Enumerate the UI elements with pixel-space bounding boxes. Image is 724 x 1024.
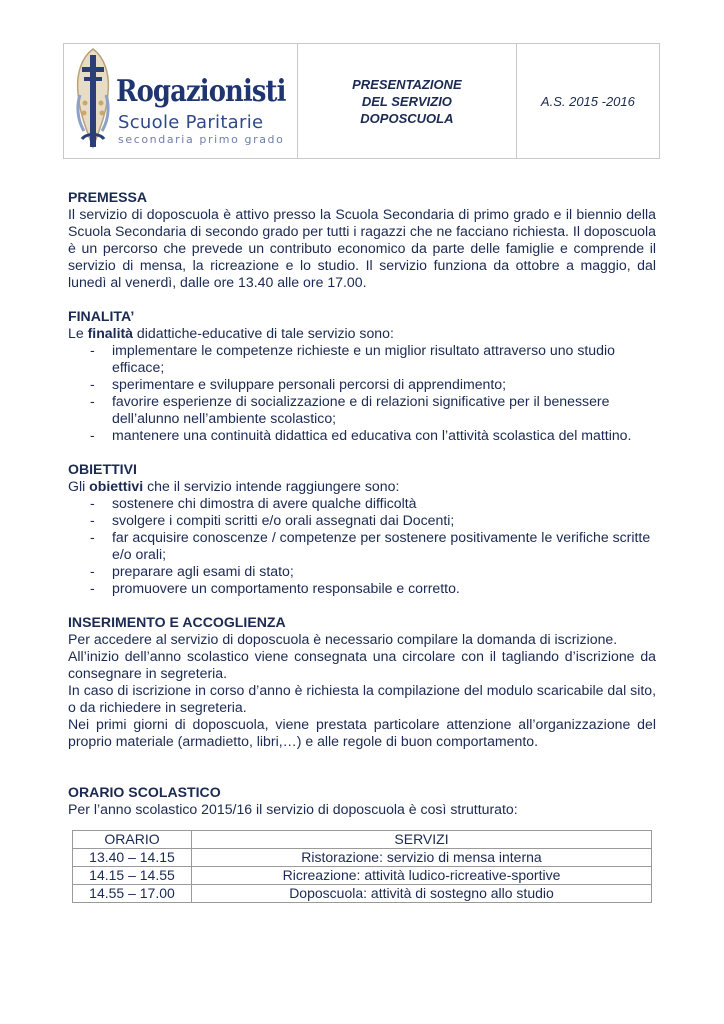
section-finalita bbox=[68, 308, 656, 444]
table-cell: 13.40 – 14.15 bbox=[73, 849, 192, 867]
section-intro: Le finalità didattiche-educative di tale servizio sono: bbox=[68, 325, 394, 341]
schedule-table bbox=[72, 830, 652, 903]
list-item: - sostenere chi dimostra di avere qualche difficoltà bbox=[68, 495, 656, 512]
table-cell: 14.15 – 14.55 bbox=[73, 867, 192, 885]
document-body bbox=[68, 189, 656, 903]
title-line-1: PRESENTAZIONE bbox=[352, 76, 462, 92]
list-item: - preparare agli esami di stato; bbox=[68, 563, 656, 580]
document-header bbox=[63, 43, 660, 159]
section-premessa bbox=[68, 189, 656, 291]
section-intro: Gli obiettivi che il servizio intende raggiungere sono: bbox=[68, 478, 400, 494]
logo-cell bbox=[64, 44, 298, 158]
table-row bbox=[73, 867, 652, 885]
bullet-list bbox=[68, 342, 656, 444]
section-title: ORARIO SCOLASTICO bbox=[68, 784, 221, 800]
section-obiettivi bbox=[68, 461, 656, 597]
table-row bbox=[73, 849, 652, 867]
section-title: OBIETTIVI bbox=[68, 461, 137, 477]
logo-subtitle: Scuole Paritarie bbox=[118, 112, 264, 133]
rogazionisti-emblem-icon bbox=[70, 47, 116, 155]
section-title: FINALITA’ bbox=[68, 308, 135, 324]
table-cell: Ricreazione: attività ludico-ricreative-sportive bbox=[192, 867, 652, 885]
logo-name: Rogazionisti bbox=[116, 74, 286, 109]
school-year: A.S. 2015 -2016 bbox=[540, 93, 635, 109]
section-intro: Per l’anno scolastico 2015/16 il servizio di doposcuola è così strutturato: bbox=[68, 801, 518, 817]
section-title: PREMESSA bbox=[68, 189, 148, 205]
paragraph: Nei primi giorni di doposcuola, viene prestata particolare attenzione all’organizzazione del proprio materiale (armadietto, libri,…) e alle regole di buon comportamento. bbox=[68, 716, 656, 749]
section-orario bbox=[68, 784, 656, 903]
table-cell: 14.55 – 17.00 bbox=[73, 885, 192, 903]
paragraph: Per accedere al servizio di doposcuola è necessario compilare la domanda di iscrizione. bbox=[68, 631, 618, 647]
document-title bbox=[298, 44, 517, 158]
table-cell: Ristorazione: servizio di mensa interna bbox=[192, 849, 652, 867]
list-item: - svolgere i compiti scritti e/o orali assegnati dai Docenti; bbox=[68, 512, 656, 529]
list-item: - sperimentare e sviluppare personali percorsi di apprendimento; bbox=[68, 376, 656, 393]
paragraph: In caso di iscrizione in corso d’anno è richiesta la compilazione del modulo scaricabile dal sito, o da richiedere in segreteria. bbox=[68, 682, 656, 715]
paragraph: Il servizio di doposcuola è attivo presso la Scuola Secondaria di primo grado e il biennio della Scuola Secondaria di secondo grado per tutti i ragazzi che ne facciano richiesta. Il doposcuola è un percorso che prevede un contributo economico da parte delle famiglie e comprende il servizio di mensa, la ricreazione e lo studio. Il servizio funziona da ottobre a maggio, dal lunedì al venerdì, dalle ore 13.40 alle ore 17.00. bbox=[68, 206, 656, 290]
section-inserimento bbox=[68, 614, 656, 750]
bullet-list bbox=[68, 495, 656, 597]
table-header: SERVIZI bbox=[192, 831, 652, 849]
title-line-2: DEL SERVIZIO bbox=[361, 93, 452, 109]
table-row bbox=[73, 885, 652, 903]
title-line-3: DOPOSCUOLA bbox=[360, 110, 454, 126]
list-item: - promuovere un comportamento responsabile e corretto. bbox=[68, 580, 656, 597]
table-cell: Doposcuola: attività di sostegno allo studio bbox=[192, 885, 652, 903]
logo-level: secondaria primo grado bbox=[118, 133, 285, 146]
list-item: - favorire esperienze di socializzazione e di relazioni significative per il benessere dell’alunno nell’ambiente scolastico; bbox=[68, 393, 656, 427]
table-header: ORARIO bbox=[73, 831, 192, 849]
paragraph: All’inizio dell’anno scolastico viene consegnata una circolare con il tagliando d’iscrizione da consegnare in segreteria. bbox=[68, 648, 656, 681]
school-logo bbox=[64, 44, 297, 158]
table-header-row bbox=[73, 831, 652, 849]
list-item: - far acquisire conoscenze / competenze per sostenere positivamente le verifiche scritte e/o orali; bbox=[68, 529, 656, 563]
list-item: - implementare le competenze richieste e un miglior risultato attraverso uno studio efficace; bbox=[68, 342, 656, 376]
section-title: INSERIMENTO E ACCOGLIENZA bbox=[68, 614, 286, 630]
list-item: - mantenere una continuità didattica ed educativa con l’attività scolastica del mattino. bbox=[68, 427, 656, 444]
